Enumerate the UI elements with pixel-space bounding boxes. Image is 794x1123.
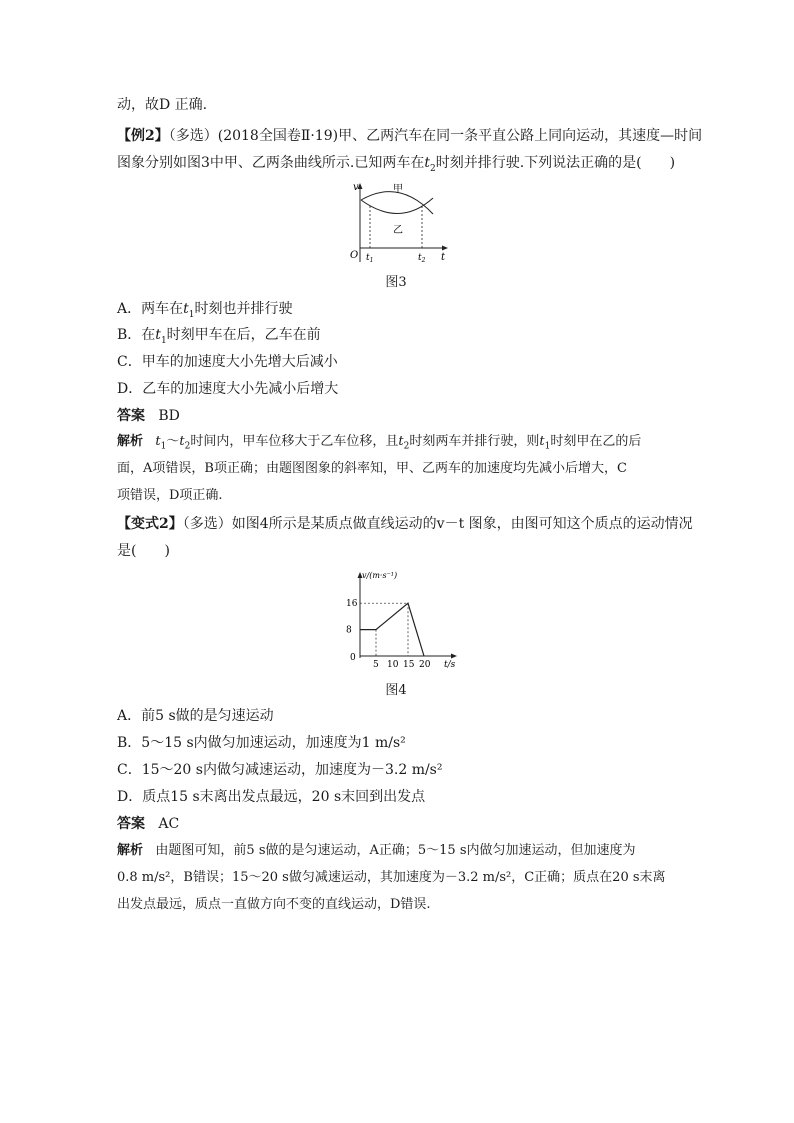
example2-option-b: B．在$t_1$时刻甲车在后，乙车在前 [117, 327, 321, 346]
figure3-caption: 图3 [385, 275, 407, 290]
variant2-stem: （多选）如图4所示是某质点做直线运动的v－t 图象，由图可知这个质点的运动情况 [182, 516, 693, 532]
figure4-xlabel: t/s [444, 660, 456, 670]
y-tick-8: 8 [346, 625, 352, 636]
variant2-option-d: D．质点15 s末离出发点最远，20 s末回到出发点 [117, 789, 426, 805]
example2-analysis-3: 项错误，D项正确. [117, 488, 223, 503]
example2-line2 [117, 153, 675, 179]
example2-option-a: A．两车在$t_1$时刻也并排行驶 [117, 301, 293, 320]
x-tick-5: 5 [373, 660, 379, 670]
answer-label: 答案 [117, 816, 145, 832]
figure3-origin: O [350, 250, 359, 261]
var-t: t [424, 155, 430, 171]
answer-label: 答案 [117, 408, 145, 424]
figure3-graph [340, 178, 460, 270]
figure4-chart [330, 566, 470, 670]
example2-stem: （多选）(2018全国卷Ⅱ·19)甲、乙两汽车在同一条平直公路上同向运动，其速度—时间 [168, 128, 703, 144]
figure3-v-label: v [353, 182, 359, 193]
variant2-analysis-1: 解析 由题图可知，前5 s做的是匀速运动，A正确；5～15 s内做匀加速运动，但加速度为 [117, 843, 636, 858]
lead-text: 动，故D 正确. [117, 97, 208, 113]
figure3-t2-label: $t_2$ [418, 253, 426, 264]
variant2-option-a: A．前5 s做的是匀速运动 [117, 708, 274, 724]
example2-option-d: D．乙车的加速度大小先减小后增大 [117, 381, 339, 397]
example2-line1 [117, 126, 702, 146]
variant2-line1 [117, 514, 693, 534]
figure3-t-arrow [442, 246, 448, 251]
answer-value: BD [158, 408, 180, 424]
variant2-line2: 是( ) [117, 543, 170, 559]
example2-analysis-2: 面，A项错误，B项正确；由题图图象的斜率知，甲、乙两车的加速度均先减小后增大，C [117, 461, 627, 476]
series-line [360, 603, 424, 656]
example2-answer [117, 406, 180, 426]
answer-value: AC [158, 816, 180, 832]
variant2-option-c: C．15～20 s内做匀减速运动，加速度为－3.2 m/s² [117, 762, 443, 778]
x-tick-10: 10 [387, 660, 399, 670]
figure3-t-label: t [441, 252, 446, 263]
figure4-caption: 图4 [385, 683, 407, 698]
x-tick-0: 0 [350, 653, 356, 663]
example2-analysis-1: 解析 $t_1\sim t_2$时间内，甲车位移大于乙车位移，且$t_2$时刻两车并排行驶，则$t_1$时刻甲在乙的后 [117, 434, 642, 452]
figure4-x-arrow [451, 654, 457, 659]
analysis-label: 解析 [117, 843, 144, 858]
var-sub: 2 [430, 163, 436, 174]
example2-stem-2a: 图象分别如图3中甲、乙两条曲线所示.已知两车在 [117, 155, 425, 171]
x-tick-20: 20 [419, 660, 431, 670]
figure3-yi-label: 乙 [393, 225, 403, 236]
x-tick-15: 15 [403, 660, 415, 670]
variant2-analysis-3: 出发点最远，质点一直做方向不变的直线运动，D错误. [117, 897, 431, 912]
variant2-analysis-2: 0.8 m/s²，B错误；15～20 s做匀减速运动，其加速度为－3.2 m/s²，C正确；质点在20 s末离 [117, 870, 666, 885]
figure4-ylabel: v/(m·s⁻¹) [362, 571, 398, 580]
variant2-tag: 【变式2】 [117, 516, 183, 532]
example2-stem-2b: 时刻并排行驶.下列说法正确的是( ) [435, 155, 676, 171]
variant2-answer [117, 814, 179, 834]
analysis-label: 解析 [117, 434, 144, 449]
example2-option-c: C．甲车的加速度大小先增大后减小 [117, 354, 338, 370]
example2-tag: 【例2】 [117, 128, 169, 144]
y-tick-16: 16 [346, 599, 358, 610]
variant2-option-b: B．5～15 s内做匀加速运动，加速度为1 m/s² [117, 735, 406, 751]
figure3-jia-label: 甲 [393, 184, 403, 195]
figure3-t1-label: $t_1$ [366, 253, 374, 264]
